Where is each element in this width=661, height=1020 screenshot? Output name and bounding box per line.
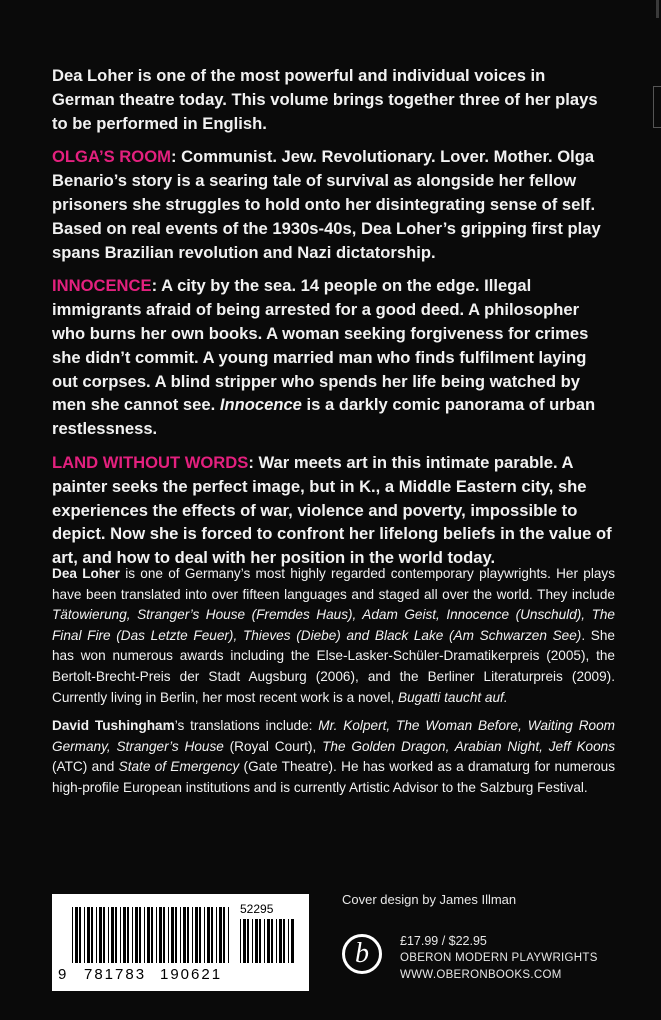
author-bios [52,564,615,807]
publisher-info [400,933,598,984]
blurb-section [52,64,612,580]
play-innocence [52,274,612,441]
works-list: Mr. Kolpert, The Woman Before, Waiting Room Germany, Stranger’s House [52,718,615,754]
bio-text: (Gate Theatre). He has worked as a dramaturg for numerous high-profile European institutions and is currently Artistic Advisor to the Salzburg Festival. [52,759,616,795]
intro-paragraph: Dea Loher is one of the most powerful and individual voices in German theatre today. This volume brings together three of her plays to be performed in English. [52,66,598,133]
barcode-addon-bars [240,919,296,963]
play-title: OLGA’S ROOM [52,147,171,167]
spine-edge [656,0,659,18]
barcode-digits-left: 781783 [84,966,147,983]
bio-dea-loher [52,564,615,708]
barcode-first-digit: 9 [58,966,69,983]
author-name: Dea Loher [52,566,120,581]
bio-text: ’s translations include: [174,718,319,734]
oberon-logo-icon [342,934,382,974]
bio-david-tushingham [52,716,615,798]
cover-flap-edge [653,86,661,128]
play-description: : War meets art in this intimate parable. A painter seeks the perfect image, but in K., a Middle Eastern city, she experiences the effects of war, violence and poverty, impossible to depict. Now she is forced to confront her lifelong beliefs in the value of art, and how to deal with her position in the world today. [52,452,612,568]
works-list: State of Emergency [118,759,240,775]
logo-glyph: b [355,938,369,969]
series-name: OBERON MODERN PLAYWRIGHTS [400,952,598,964]
works-list: Tätowierung, Stranger’s House (Fremdes Haus), Adam Geist, Innocence (Unschuld), The Final Fire (Das Letzte Feuer), Thieves (Diebe) and Black Lake (Am Schwarzen See) [52,607,615,643]
isbn-barcode [52,894,309,991]
publisher-website: WWW.OBERONBOOKS.COM [400,969,562,981]
barcode-addon-number: 52295 [240,902,274,916]
bio-text: (ATC) and [52,759,119,775]
play-title: INNOCENCE [52,276,152,296]
play-description: : Communist. Jew. Revolutionary. Lover. Mother. Olga Benario’s story is a searing tale of survival as alongside her fellow prisoners she struggles to hold onto her disintegrating sense of self. Based on real events of the 1930s-40s, Dea Loher’s gripping first play spans Brazilian revolution and Nazi dictatorship. [52,147,601,262]
price: £17.99 / $22.95 [400,934,487,948]
novel-title: Bugatti taucht auf. [398,689,508,705]
bio-text: is one of Germany’s most highly regarded contemporary playwrights. Her plays have been translated into over fifteen languages and staged all over the world. They include [52,566,616,602]
play-description: : A city by the sea. 14 people on the edge. Illegal immigrants afraid of being arrested for a good deed. A philosopher who burns her own books. A woman seeking forgiveness for crimes she didn’t commit. A young married man who finds fulfilment laying out corpses. A blind stripper who spends her life being watched by men she cannot see. [52,276,589,415]
bio-text: (Royal Court), [223,738,323,754]
play-land-without-words [52,451,612,570]
play-title-italic: Innocence [219,395,302,415]
barcode-bars [72,907,232,963]
translator-name: David Tushingham [52,718,175,734]
play-olgas-room [52,145,612,264]
play-title: LAND WITHOUT WORDS [52,452,249,472]
barcode-digits-right: 190621 [160,966,223,983]
bio-text: . She has won numerous awards including the Else-Lasker-Schüler-Dramatikerpreis (2005), the Bertolt-Brecht-Preis der Stadt Augsburg (2006), and the Berliner Literaturpreis (2009). Currently living in Berlin, her most recent work is a novel, [52,627,615,705]
cover-credit: Cover design by James Illman [342,892,517,907]
works-list: The Golden Dragon, Arabian Night, Jeff Koons [322,738,615,754]
play-description-end: is a darkly comic panorama of urban restlessness. [52,395,596,439]
